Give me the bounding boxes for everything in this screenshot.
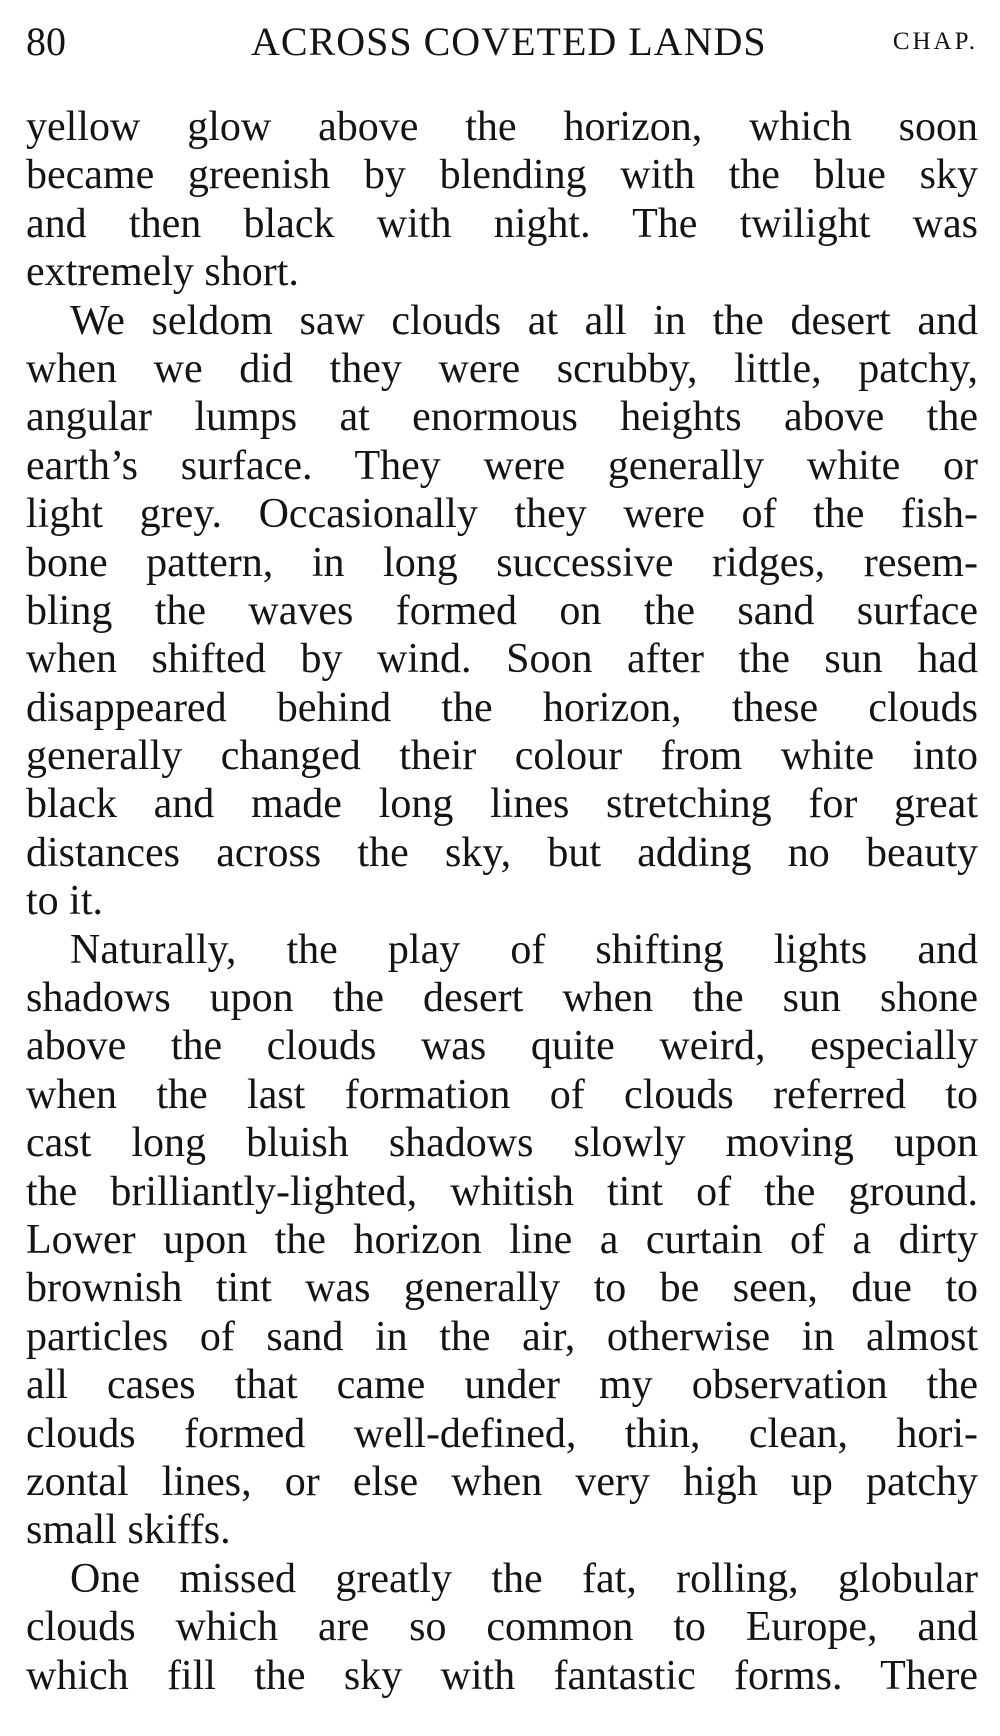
text-line: and then black with night. The twilight was	[26, 200, 978, 247]
text-line: to it.	[26, 878, 104, 925]
text-line: One missed greatly the fat, rolling, globular	[70, 1555, 978, 1602]
text-line: bone pattern, in long successive ridges, resem-	[26, 539, 978, 586]
text-line: shadows upon the desert when the sun shone	[26, 975, 978, 1022]
text-line: bling the waves formed on the sand surface	[26, 587, 978, 634]
text-line: black and made long lines stretching for great	[26, 781, 978, 828]
text-line: particles of sand in the air, otherwise in almost	[26, 1313, 978, 1360]
text-line: when shifted by wind. Soon after the sun had	[26, 636, 978, 683]
text-line: yellow glow above the horizon, which soon	[26, 104, 978, 150]
text-line: extremely short.	[26, 249, 299, 296]
text-line: when we did they were scrubby, little, patchy,	[26, 345, 978, 392]
text-line: all cases that came under my observation the	[26, 1362, 978, 1409]
text-line: We seldom saw clouds at all in the desert and	[70, 297, 978, 344]
paragraph-clouds	[26, 297, 978, 926]
paragraph-shadows	[26, 926, 978, 1555]
text-line: brownish tint was generally to be seen, due to	[26, 1265, 978, 1312]
paragraph-continued	[26, 103, 978, 297]
running-head	[26, 14, 978, 70]
paragraph-europe-clouds	[26, 1555, 978, 1700]
text-line: cast long bluish shadows slowly moving upon	[26, 1120, 978, 1167]
text-line: light grey. Occasionally they were of the fish-	[26, 491, 978, 538]
book-title: ACROSS COVETED LANDS	[251, 19, 767, 64]
text-line: when the last formation of clouds referred to	[26, 1071, 978, 1118]
chapter-label: CHAP.	[892, 28, 978, 55]
text-line: above the clouds was quite weird, especially	[26, 1023, 978, 1070]
text-line: angular lumps at enormous heights above the	[26, 394, 978, 441]
text-line: clouds which are so common to Europe, and	[26, 1604, 978, 1651]
text-line: clouds formed well-defined, thin, clean, hori-	[26, 1410, 978, 1457]
page-number: 80	[26, 19, 66, 64]
text-line: disappeared behind the horizon, these clouds	[26, 684, 978, 731]
body-text	[26, 103, 978, 1700]
text-line: generally changed their colour from white into	[26, 733, 978, 780]
text-line: earth’s surface. They were generally white or	[26, 442, 978, 489]
text-line: distances across the sky, but adding no beauty	[26, 829, 978, 876]
text-line: Naturally, the play of shifting lights and	[70, 926, 978, 973]
text-line: the brilliantly-lighted, whitish tint of the ground.	[26, 1168, 978, 1215]
text-line: which fill the sky with fantastic forms. There	[26, 1652, 978, 1699]
text-line: small skiffs.	[26, 1507, 231, 1554]
text-line: zontal lines, or else when very high up patchy	[26, 1458, 978, 1505]
text-line: Lower upon the horizon line a curtain of a dirty	[26, 1216, 978, 1263]
text-line: became greenish by blending with the blue sky	[26, 152, 978, 199]
